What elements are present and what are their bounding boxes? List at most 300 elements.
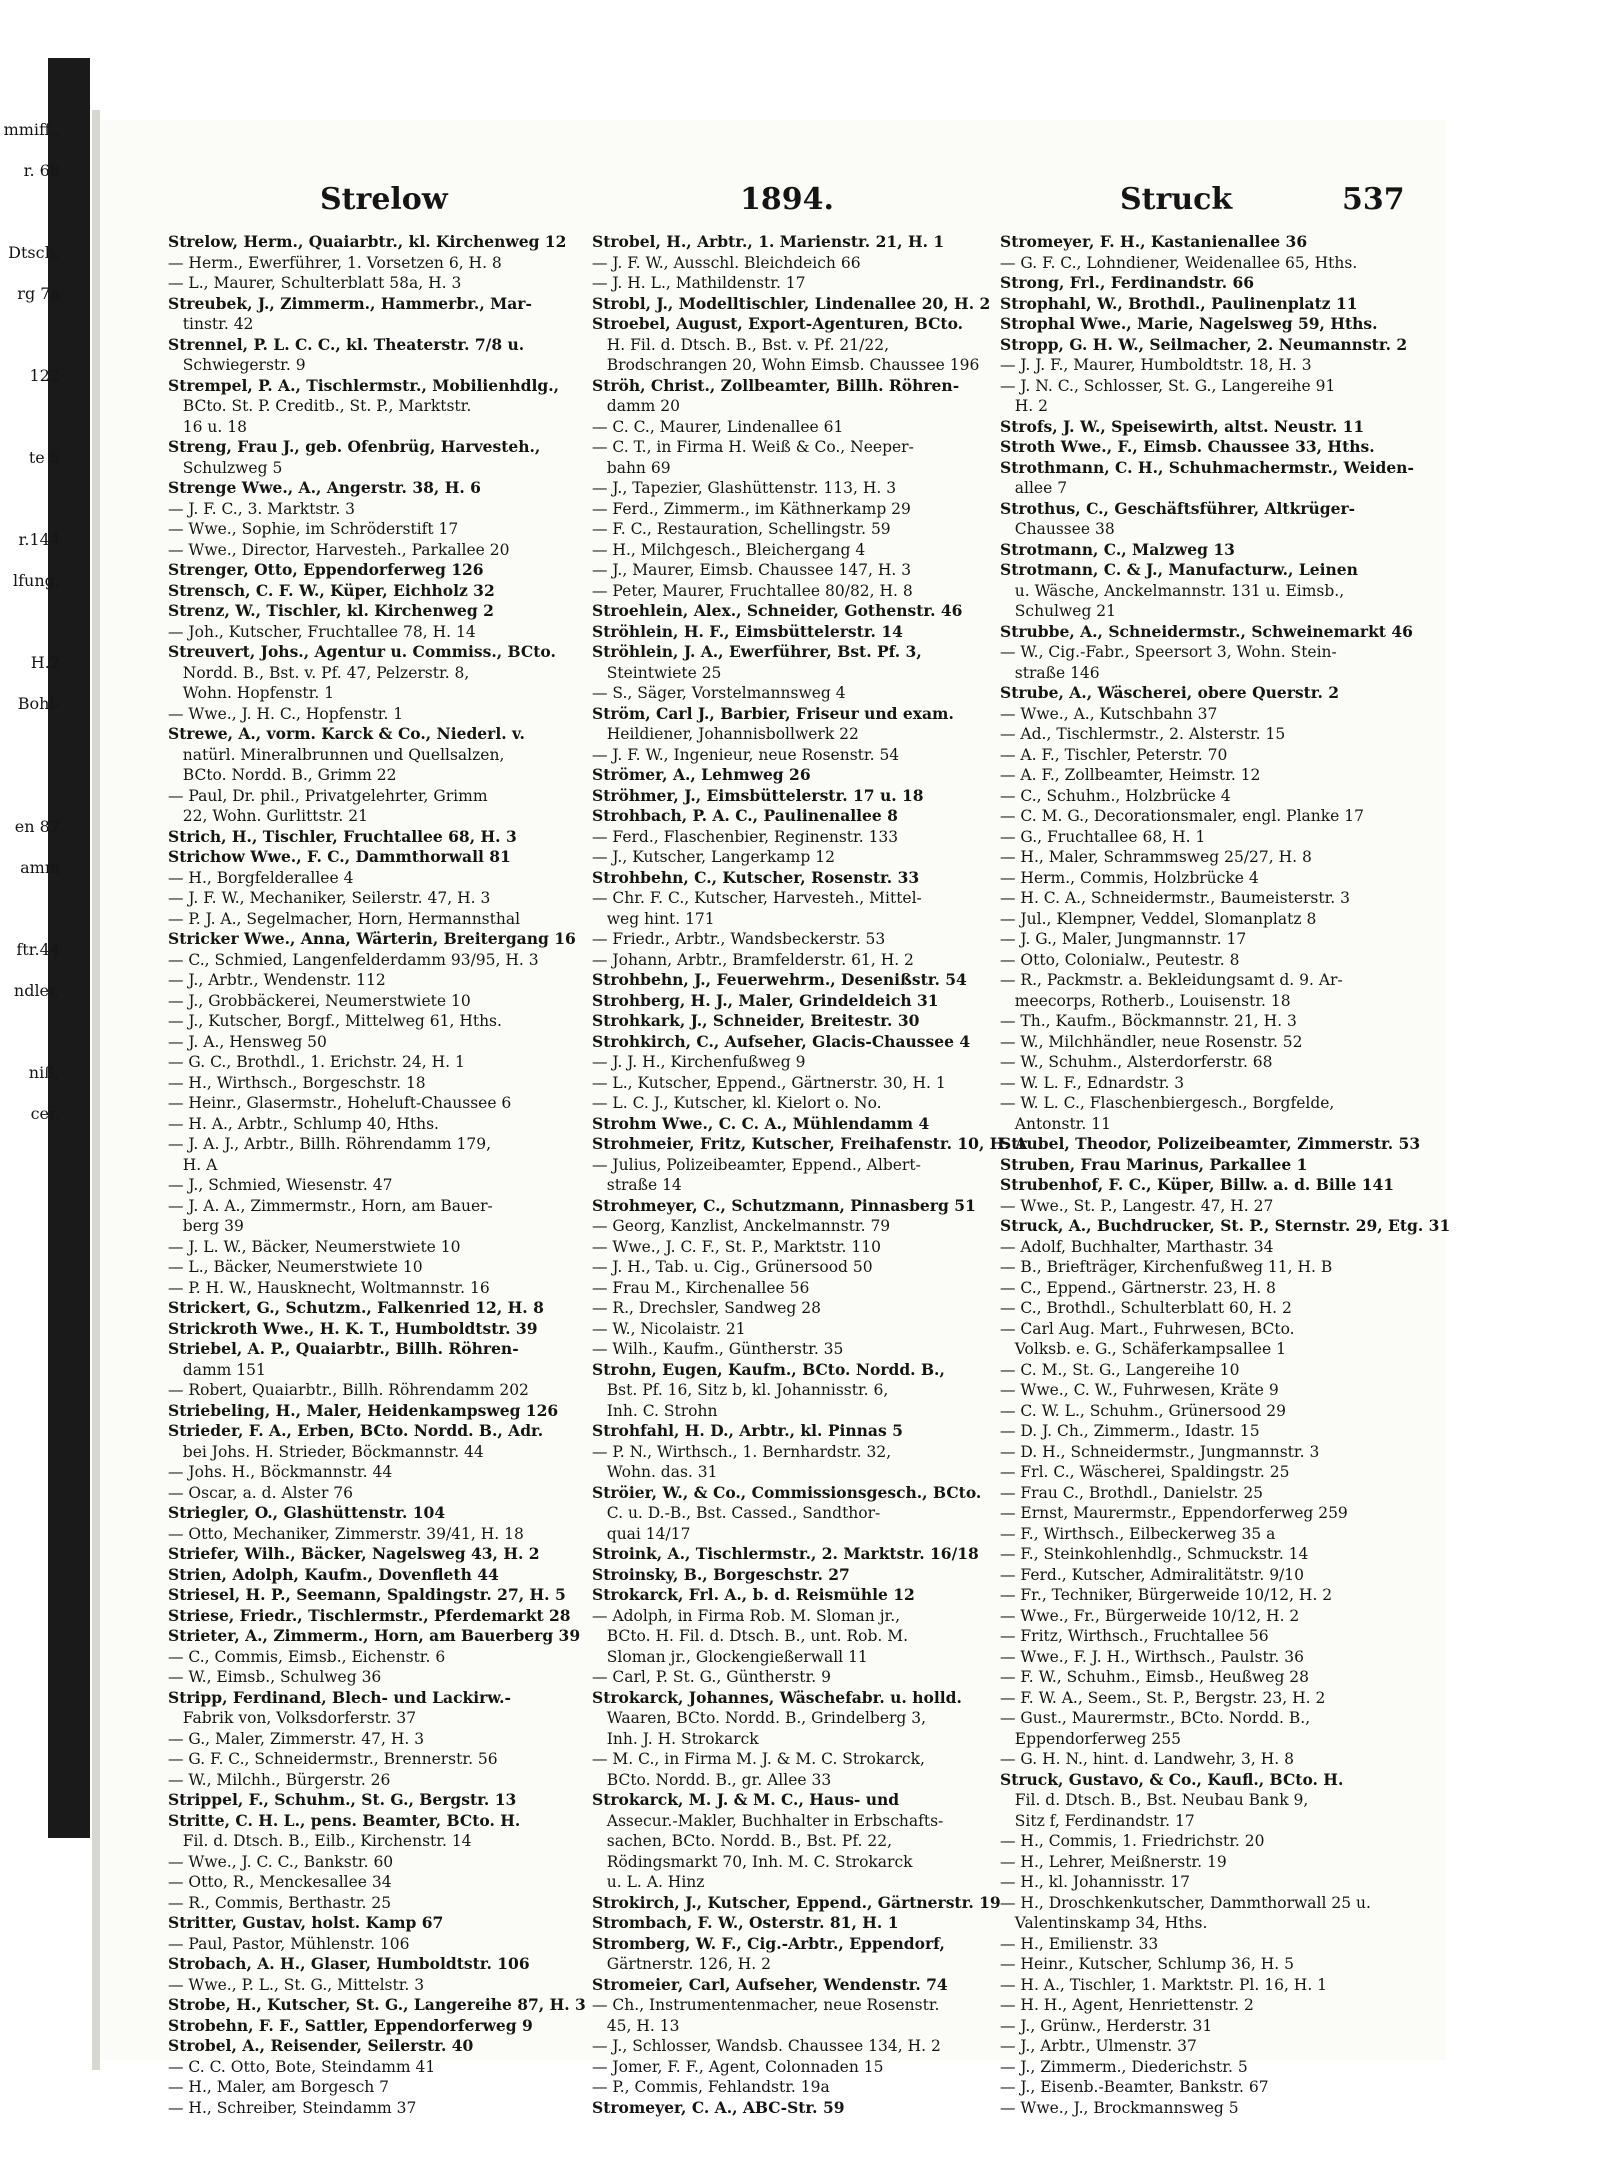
- directory-entry-line: — Th., Kaufm., Böckmannstr. 21, H. 3: [1000, 1012, 1297, 1030]
- directory-entry-line: — W., Milchhändler, neue Rosenstr. 52: [1000, 1032, 1303, 1051]
- directory-entry-line: Strohbehn, C., Kutscher, Rosenstr. 33: [592, 867, 920, 887]
- directory-entry-line: — H., Borgfelderallee 4: [168, 868, 354, 887]
- directory-entry-line: Waaren, BCto. Nordd. B., Grindelberg 3,: [592, 1709, 927, 1727]
- margin-fragment: ndler,: [13, 981, 60, 1000]
- directory-entry-line: — Gust., Maurermstr., BCto. Nordd. B.,: [1000, 1709, 1311, 1727]
- directory-entry-line: — H., Maler, am Borgesch 7: [168, 2078, 390, 2096]
- directory-entry-line: — C., Eppend., Gärtnerstr. 23, H. 8: [1000, 1278, 1276, 1297]
- directory-entry-line: Strohbach, P. A. C., Paulinenallee 8: [592, 806, 898, 825]
- directory-entry-line: — Ferd., Flaschenbier, Reginenstr. 133: [592, 827, 899, 846]
- directory-entry-line: Stromeier, Carl, Aufseher, Wendenstr. 74: [592, 1974, 948, 1994]
- directory-entry-line: BCto. Nordd. B., gr. Allee 33: [592, 1770, 832, 1789]
- directory-entry-line: — D. H., Schneidermstr., Jungmannstr. 3: [1000, 1442, 1320, 1461]
- directory-entry-line: Inh. C. Strohn: [592, 1401, 718, 1420]
- directory-entry-line: — C. W. L., Schuhm., Grünersood 29: [1000, 1401, 1286, 1420]
- directory-entry-line: — H., Wirthsch., Borgeschstr. 18: [168, 1073, 426, 1092]
- directory-entry-line: — H., Milchgesch., Bleichergang 4: [592, 540, 866, 559]
- directory-entry-line: — H., Maler, Schrammsweg 25/27, H. 8: [1000, 848, 1312, 866]
- directory-entry-line: Strohbehn, J., Feuerwehrm., Desenißstr. 54: [592, 970, 967, 989]
- margin-fragment: Dtsch.: [8, 243, 60, 262]
- directory-entry-line: — Chr. F. C., Kutscher, Harvesteh., Mittel-: [592, 889, 922, 907]
- directory-entry-line: — C., Schmied, Langenfelderdamm 93/95, H. 3: [168, 950, 539, 969]
- directory-entry-line: — W. L. F., Ednardstr. 3: [1000, 1073, 1185, 1092]
- directory-entry-line: Ströier, W., & Co., Commissionsgesch., BCto.: [592, 1482, 982, 1502]
- directory-entry-line: Stromberg, W. F., Cig.-Arbtr., Eppendorf,: [592, 1933, 945, 1953]
- directory-entry-line: — G. C., Brothdl., 1. Erichstr. 24, H. 1: [168, 1053, 465, 1071]
- directory-entry-line: — Wilh., Kaufm., Güntherstr. 35: [592, 1340, 844, 1358]
- directory-entry-line: — J. L. W., Bäcker, Neumerstwiete 10: [168, 1237, 461, 1256]
- directory-entry-line: — Adolf, Buchhalter, Marthastr. 34: [1000, 1237, 1274, 1256]
- directory-entry-line: — F., Wirthsch., Eilbeckerweg 35 a: [1000, 1524, 1276, 1543]
- directory-entry-line: — J. N. C., Schlosser, St. G., Langereihe 91: [1000, 376, 1336, 395]
- margin-fragment: 122: [29, 366, 60, 385]
- directory-entry-line: Strokirch, J., Kutscher, Eppend., Gärtnerstr. 19: [592, 1892, 1001, 1912]
- directory-entry-line: Strube, A., Wäscherei, obere Querstr. 2: [1000, 683, 1340, 702]
- directory-entry-line: — J., Maurer, Eimsb. Chaussee 147, H. 3: [592, 561, 912, 579]
- directory-entry-line: 22, Wohn. Gurlittstr. 21: [168, 807, 369, 825]
- directory-entry-line: — J. H., Tab. u. Cig., Grünersood 50: [592, 1258, 873, 1276]
- page-header: [100, 182, 1446, 222]
- directory-entry-line: Ströhmer, J., Eimsbüttelerstr. 17 u. 18: [592, 785, 924, 805]
- directory-entry-line: bei Johs. H. Strieder, Böckmannstr. 44: [168, 1442, 484, 1461]
- directory-entry-line: — J. F. C., 3. Marktstr. 3: [168, 499, 356, 518]
- directory-entry-line: bahn 69: [592, 458, 671, 477]
- margin-fragment: r.144: [18, 530, 60, 549]
- directory-entry-line: Inh. J. H. Strokarck: [592, 1729, 759, 1748]
- directory-entry-line: Strohkirch, C., Aufseher, Glacis-Chaussee 4: [592, 1031, 971, 1051]
- directory-entry-line: — G., Fruchtallee 68, H. 1: [1000, 827, 1206, 846]
- directory-entry-line: Strohm Wwe., C. C. A., Mühlendamm 4: [592, 1113, 930, 1133]
- directory-entry-line: Strohmeier, Fritz, Kutscher, Freihafenstr. 10, H. A: [592, 1134, 1028, 1153]
- directory-entry-line: Strophal Wwe., Marie, Nagelsweg 59, Hths.: [1000, 314, 1378, 333]
- directory-entry-line: — Frl. C., Wäscherei, Spaldingstr. 25: [1000, 1463, 1290, 1481]
- directory-entry-line: Strubenhof, F. C., Küper, Billw. a. d. Bille 141: [1000, 1175, 1395, 1194]
- directory-entry-line: Ström, Carl J., Barbier, Friseur und exam.: [592, 703, 954, 723]
- directory-entry-line: Strokarck, M. J. & M. C., Haus- und: [592, 1790, 900, 1809]
- directory-entry-line: Strothmann, C. H., Schuhmachermstr., Weiden-: [1000, 457, 1414, 477]
- header-right-word: Struck: [1120, 182, 1233, 217]
- directory-entry-line: Strophahl, W., Brothdl., Paulinenplatz 11: [1000, 293, 1358, 313]
- directory-entry-line: Sloman jr., Glockengießerwall 11: [592, 1647, 868, 1666]
- directory-entry-line: Strenge Wwe., A., Angerstr. 38, H. 6: [168, 478, 481, 497]
- directory-entry-line: Stripp, Ferdinand, Blech- und Lackirw.-: [168, 1687, 511, 1707]
- directory-entry-line: — W., Schuhm., Alsterdorferstr. 68: [1000, 1053, 1273, 1071]
- margin-fragment: Bohl-: [17, 694, 60, 713]
- directory-entry-line: — Wwe., Fr., Bürgerweide 10/12, H. 2: [1000, 1606, 1300, 1625]
- directory-entry-line: Stroink, A., Tischlermstr., 2. Marktstr. 16/18: [592, 1544, 979, 1563]
- column-1: [168, 232, 586, 2118]
- directory-entry-line: Strenz, W., Tischler, kl. Kirchenweg 2: [168, 601, 494, 620]
- directory-entry-line: — L., Bäcker, Neumerstwiete 10: [168, 1258, 423, 1276]
- directory-entry-line: — P., Commis, Fehlandstr. 19a: [592, 2078, 830, 2096]
- directory-entry-line: — J. G., Maler, Jungmannstr. 17: [1000, 930, 1247, 948]
- directory-entry-line: Schwiegerstr. 9: [168, 356, 306, 374]
- directory-entry-line: Strenger, Otto, Eppendorferweg 126: [168, 560, 484, 579]
- directory-entry-line: Bst. Pf. 16, Sitz b, kl. Johannisstr. 6,: [592, 1381, 889, 1399]
- directory-entry-line: Wohn. das. 31: [592, 1463, 718, 1481]
- directory-entry-line: meecorps, Rotherb., Louisenstr. 18: [1000, 991, 1291, 1010]
- margin-fragment: niß,: [28, 1063, 60, 1082]
- directory-entry-line: — W. L. C., Flaschenbiergesch., Borgfelde,: [1000, 1094, 1335, 1112]
- directory-entry-line: Stroinsky, B., Borgeschstr. 27: [592, 1564, 850, 1584]
- directory-entry-line: quai 14/17: [592, 1524, 691, 1543]
- directory-entry-line: — H. C. A., Schneidermstr., Baumeisterstr. 3: [1000, 889, 1351, 907]
- directory-entry-line: sachen, BCto. Nordd. B., Bst. Pf. 22,: [592, 1832, 893, 1850]
- directory-entry-line: — Wwe., Sophie, im Schröderstift 17: [168, 520, 459, 538]
- directory-entry-line: Stricker Wwe., Anna, Wärterin, Breitergang 16: [168, 929, 576, 948]
- directory-entry-line: tinstr. 42: [168, 315, 254, 333]
- directory-entry-line: Valentinskamp 34, Hths.: [1000, 1914, 1208, 1932]
- directory-entry-line: — W., Cig.-Fabr., Speersort 3, Wohn. Stein-: [1000, 643, 1337, 661]
- directory-entry-line: Strohkark, J., Schneider, Breitestr. 30: [592, 1011, 920, 1030]
- directory-entry-line: — C. T., in Firma H. Weiß & Co., Neeper-: [592, 438, 914, 456]
- directory-entry-line: — W., Eimsb., Schulweg 36: [168, 1668, 382, 1686]
- directory-entry-line: — D. J. Ch., Zimmerm., Idastr. 15: [1000, 1422, 1260, 1440]
- directory-entry-line: — J., Grobbäckerei, Neumerstwiete 10: [168, 991, 471, 1010]
- directory-entry-line: — F. W., Schuhm., Eimsb., Heußweg 28: [1000, 1668, 1310, 1686]
- directory-entry-line: — Wwe., J. C. C., Bankstr. 60: [168, 1852, 394, 1871]
- directory-entry-line: BCto. H. Fil. d. Dtsch. B., unt. Rob. M.: [592, 1627, 909, 1645]
- directory-entry-line: natürl. Mineralbrunnen und Quellsalzen,: [168, 745, 505, 764]
- directory-entry-line: — L., Kutscher, Eppend., Gärtnerstr. 30, H. 1: [592, 1073, 946, 1092]
- directory-entry-line: — R., Packmstr. a. Bekleidungsamt d. 9. Ar-: [1000, 971, 1343, 989]
- directory-entry-line: Fil. d. Dtsch. B., Eilb., Kirchenstr. 14: [168, 1832, 472, 1850]
- directory-entry-line: C. u. D.-B., Bst. Cassed., Sandthor-: [592, 1504, 881, 1522]
- directory-entry-line: — J. F. W., Ausschl. Bleichdeich 66: [592, 253, 861, 272]
- directory-entry-line: — H. H., Agent, Henriettenstr. 2: [1000, 1996, 1254, 2014]
- directory-entry-line: — J. A. A., Zimmermstr., Horn, am Bauer-: [168, 1196, 493, 1215]
- directory-entry-line: — J., Arbtr., Ulmenstr. 37: [1000, 2037, 1197, 2055]
- directory-entry-line: Fabrik von, Volksdorferstr. 37: [168, 1709, 417, 1727]
- directory-entry-line: — Adolph, in Firma Rob. M. Sloman jr.,: [592, 1606, 901, 1625]
- directory-entry-line: — Wwe., P. L., St. G., Mittelstr. 3: [168, 1975, 425, 1994]
- directory-entry-line: — Wwe., J. H. C., Hopfenstr. 1: [168, 704, 404, 723]
- directory-entry-line: — Heinr., Glasermstr., Hoheluft-Chaussee 6: [168, 1094, 512, 1112]
- directory-entry-line: — F. W. A., Seem., St. P., Bergstr. 23, H. 2: [1000, 1688, 1326, 1707]
- margin-fragment: r. 68: [23, 161, 60, 180]
- directory-entry-line: — Otto, R., Menckesallee 34: [168, 1873, 392, 1891]
- directory-entry-line: — Ferd., Zimmerm., im Käthnerkamp 29: [592, 499, 911, 518]
- directory-entry-line: — Fr., Techniker, Bürgerweide 10/12, H. 2: [1000, 1586, 1333, 1604]
- column-3: [1000, 232, 1451, 2118]
- directory-entry-line: — P. N., Wirthsch., 1. Bernhardstr. 32,: [592, 1442, 892, 1461]
- directory-entry-line: — H., Lehrer, Meißnerstr. 19: [1000, 1852, 1227, 1871]
- directory-entry-line: Strennel, P. L. C. C., kl. Theaterstr. 7/8 u.: [168, 334, 525, 354]
- directory-entry-line: 45, H. 13: [592, 2016, 680, 2035]
- directory-entry-line: — W., Milchh., Bürgerstr. 26: [168, 1770, 391, 1789]
- directory-entry-line: Fil. d. Dtsch. B., Bst. Neubau Bank 9,: [1000, 1791, 1309, 1809]
- directory-entry-line: — Wwe., Director, Harvesteh., Parkallee 20: [168, 540, 510, 559]
- directory-entry-line: Strippel, F., Schuhm., St. G., Bergstr. 13: [168, 1790, 517, 1809]
- directory-entry-line: Strickert, G., Schutzm., Falkenried 12, H. 8: [168, 1298, 544, 1317]
- directory-entry-line: damm 20: [592, 397, 680, 415]
- directory-entry-line: Struben, Frau Marinus, Parkallee 1: [1000, 1154, 1308, 1174]
- directory-entry-line: Rödingsmarkt 70, Inh. M. C. Strokarck: [592, 1852, 913, 1871]
- margin-fragment: te 5: [28, 448, 60, 467]
- directory-entry-line: Strich, H., Tischler, Fruchtallee 68, H. 3: [168, 826, 517, 846]
- directory-entry-line: — Georg, Kanzlist, Anckelmannstr. 79: [592, 1217, 891, 1235]
- header-left-word: Strelow: [320, 182, 448, 217]
- directory-entry-line: — Johann, Arbtr., Bramfelderstr. 61, H. 2: [592, 950, 914, 969]
- directory-entry-line: Strotmann, C., Malzweg 13: [1000, 539, 1235, 559]
- directory-entry-line: — P. H. W., Hausknecht, Woltmannstr. 16: [168, 1278, 490, 1297]
- directory-entry-line: Strotmann, C. & J., Manufacturw., Leinen: [1000, 560, 1358, 579]
- directory-entry-line: 16 u. 18: [168, 417, 247, 436]
- directory-entry-line: Steintwiete 25: [592, 663, 722, 682]
- directory-entry-line: — Frau M., Kirchenallee 56: [592, 1278, 810, 1297]
- directory-entry-line: — B., Briefträger, Kirchenfußweg 11, H. B: [1000, 1258, 1333, 1276]
- directory-entry-line: Heildiener, Johannisbollwerk 22: [592, 725, 859, 743]
- directory-entry-line: — Carl Aug. Mart., Fuhrwesen, BCto.: [1000, 1319, 1295, 1338]
- directory-entry-line: Strobehn, F. F., Sattler, Eppendorferweg 9: [168, 2015, 533, 2035]
- directory-entry-line: Strobach, A. H., Glaser, Humboldtstr. 106: [168, 1954, 530, 1973]
- directory-entry-line: Striefer, Wilh., Bäcker, Nagelsweg 43, H. 2: [168, 1544, 540, 1563]
- directory-entry-line: — G., Maler, Zimmerstr. 47, H. 3: [168, 1729, 425, 1748]
- directory-entry-line: — Wwe., J., Brockmannsweg 5: [1000, 2098, 1239, 2117]
- page-edge: [92, 110, 100, 2070]
- directory-entry-line: — Ad., Tischlermstr., 2. Alsterstr. 15: [1000, 725, 1286, 743]
- directory-entry-line: — Frau C., Brothdl., Danielstr. 25: [1000, 1483, 1264, 1502]
- directory-entry-line: Stropp, G. H. W., Seilmacher, 2. Neumannstr. 2: [1000, 334, 1408, 354]
- directory-entry-line: — J., Schlosser, Wandsb. Chaussee 134, H. 2: [592, 2037, 941, 2055]
- directory-entry-line: Sitz f, Ferdinandstr. 17: [1000, 1811, 1195, 1830]
- directory-entry-line: — Otto, Mechaniker, Zimmerstr. 39/41, H. 18: [168, 1524, 524, 1543]
- directory-entry-line: u. Wäsche, Anckelmannstr. 131 u. Eimsb.,: [1000, 581, 1345, 600]
- directory-entry-line: — J., Arbtr., Wendenstr. 112: [168, 971, 386, 989]
- directory-entry-line: — C., Schuhm., Holzbrücke 4: [1000, 786, 1231, 805]
- directory-entry-line: — H., Schreiber, Steindamm 37: [168, 2098, 417, 2117]
- directory-entry-line: Strubbe, A., Schneidermstr., Schweinemarkt 46: [1000, 621, 1413, 641]
- directory-entry-line: Strickroth Wwe., H. K. T., Humboldtstr. 39: [168, 1318, 538, 1338]
- header-year: 1894.: [740, 182, 834, 217]
- directory-entry-line: — W., Nicolaistr. 21: [592, 1319, 746, 1338]
- directory-entry-line: — L. C. J., Kutscher, kl. Kielort o. No.: [592, 1094, 882, 1112]
- directory-entry-line: straße 14: [592, 1176, 682, 1194]
- directory-page: [100, 120, 1451, 2117]
- directory-entry-line: weg hint. 171: [592, 909, 715, 928]
- directory-entry-line: — Wwe., A., Kutschbahn 37: [1000, 704, 1218, 723]
- directory-entry-line: — R., Commis, Berthastr. 25: [168, 1893, 392, 1912]
- directory-entry-line: Antonstr. 11: [1000, 1114, 1111, 1133]
- directory-entry-line: — Carl, P. St. G., Güntherstr. 9: [592, 1668, 831, 1686]
- directory-entry-line: — C. M. G., Decorationsmaler, engl. Planke 17: [1000, 807, 1364, 825]
- directory-entry-line: — J. J. F., Maurer, Humboldtstr. 18, H. 3: [1000, 356, 1312, 374]
- directory-entry-line: — Ferd., Kutscher, Admiralitätstr. 9/10: [1000, 1565, 1305, 1584]
- directory-entry-line: H. A: [168, 1155, 218, 1174]
- directory-entry-line: — Oscar, a. d. Alster 76: [168, 1483, 354, 1502]
- directory-entry-line: — A. F., Tischler, Peterstr. 70: [1000, 745, 1228, 764]
- directory-entry-line: Ströhlein, H. F., Eimsbüttelerstr. 14: [592, 621, 903, 641]
- directory-entry-line: — J., Eisenb.-Beamter, Bankstr. 67: [1000, 2078, 1269, 2096]
- directory-entry-line: Strohmeyer, C., Schutzmann, Pinnasberg 51: [592, 1195, 976, 1215]
- directory-entry-line: — Jul., Klempner, Veddel, Slomanplatz 8: [1000, 909, 1317, 928]
- directory-entry-line: Strokarck, Johannes, Wäschefabr. u. holld.: [592, 1687, 962, 1707]
- directory-entry-line: Eppendorferweg 255: [1000, 1729, 1181, 1748]
- directory-entry-line: — G. F. C., Lohndiener, Weidenallee 65, Hths.: [1000, 253, 1358, 272]
- directory-entry-line: — J. H. L., Mathildenstr. 17: [592, 274, 806, 292]
- directory-entry-line: — Ch., Instrumentenmacher, neue Rosenstr.: [592, 1996, 940, 2014]
- directory-entry-line: — G. H. N., hint. d. Landwehr, 3, H. 8: [1000, 1750, 1294, 1768]
- directory-entry-line: — Julius, Polizeibeamter, Eppend., Albert-: [592, 1155, 921, 1174]
- directory-entry-line: Strohn, Eugen, Kaufm., BCto. Nordd. B.,: [592, 1359, 945, 1379]
- margin-fragment: mmiff.,: [3, 120, 60, 139]
- directory-entry-line: Strofs, J. W., Speisewirth, altst. Neustr. 11: [1000, 416, 1365, 436]
- directory-entry-line: — Friedr., Arbtr., Wandsbeckerstr. 53: [592, 930, 886, 948]
- directory-entry-line: Struck, A., Buchdrucker, St. P., Sternstr. 29, Etg. 31: [1000, 1216, 1451, 1235]
- directory-entry-line: — J. J. H., Kirchenfußweg 9: [592, 1053, 806, 1071]
- directory-entry-line: — C. C. Otto, Bote, Steindamm 41: [168, 2057, 436, 2076]
- directory-entry-line: Stroebel, August, Export-Agenturen, BCto.: [592, 314, 964, 333]
- directory-entry-line: H. 2: [1000, 397, 1049, 415]
- directory-entry-line: — J. F. W., Mechaniker, Seilerstr. 47, H. 3: [168, 889, 491, 907]
- directory-entry-line: Ströhlein, J. A., Ewerführer, Bst. Pf. 3,: [592, 642, 922, 661]
- margin-fragment: ftr.44: [16, 940, 60, 959]
- directory-entry-line: — R., Drechsler, Sandweg 28: [592, 1299, 821, 1317]
- directory-entry-line: — Robert, Quaiarbtr., Billh. Röhrendamm 202: [168, 1381, 529, 1399]
- directory-entry-line: — J. A. J., Arbtr., Billh. Röhrendamm 179,: [168, 1135, 492, 1153]
- margin-fragment: H.2: [30, 653, 60, 672]
- page-number: 537: [1342, 182, 1405, 217]
- directory-entry-line: — Jomer, F. F., Agent, Colonnaden 15: [592, 2057, 884, 2076]
- directory-entry-line: — G. F. C., Schneidermstr., Brennerstr. 56: [168, 1750, 498, 1768]
- margin-fragment: cer,: [30, 1104, 60, 1123]
- directory-entry-line: Strong, Frl., Ferdinandstr. 66: [1000, 273, 1255, 292]
- directory-entry-line: — Heinr., Kutscher, Schlump 36, H. 5: [1000, 1955, 1294, 1973]
- directory-entry-line: H. Fil. d. Dtsch. B., Bst. v. Pf. 21/22,: [592, 335, 890, 354]
- directory-entry-line: Struck, Gustavo, & Co., Kaufl., BCto. H.: [1000, 1769, 1344, 1789]
- directory-entry-line: Striebel, A. P., Quaiarbtr., Billh. Röhren-: [168, 1339, 519, 1358]
- directory-entry-line: Wohn. Hopfenstr. 1: [168, 684, 335, 702]
- directory-entry-line: Striesel, H. P., Seemann, Spaldingstr. 27, H. 5: [168, 1585, 566, 1604]
- directory-entry-line: — A. F., Zollbeamter, Heimstr. 12: [1000, 766, 1261, 784]
- directory-entry-line: — C., Brothdl., Schulterblatt 60, H. 2: [1000, 1299, 1292, 1317]
- directory-entry-line: Streubek, J., Zimmerm., Hammerbr., Mar-: [168, 293, 532, 313]
- directory-entry-line: Schulweg 21: [1000, 602, 1117, 620]
- directory-entry-line: — H. A., Arbtr., Schlump 40, Hths.: [168, 1114, 439, 1133]
- directory-entry-line: — J., Tapezier, Glashüttenstr. 113, H. 3: [592, 479, 897, 497]
- directory-entry-line: Striegler, O., Glashüttenstr. 104: [168, 1503, 446, 1522]
- directory-entry-line: — Joh., Kutscher, Fruchtallee 78, H. 14: [168, 622, 476, 641]
- directory-entry-line: Stroehlein, Alex., Schneider, Gothenstr. 46: [592, 601, 963, 620]
- directory-entry-line: Strokarck, Frl. A., b. d. Reismühle 12: [592, 1585, 915, 1604]
- directory-entry-line: Strobe, H., Kutscher, St. G., Langereihe 87, H. 3: [168, 1995, 586, 2014]
- directory-entry-line: — Paul, Pastor, Mühlenstr. 106: [168, 1934, 410, 1953]
- directory-entry-line: allee 7: [1000, 479, 1068, 497]
- directory-entry-line: Strieder, F. A., Erben, BCto. Nordd. B., Adr.: [168, 1421, 544, 1440]
- directory-entry-line: — Paul, Dr. phil., Privatgelehrter, Grimm: [168, 786, 488, 805]
- directory-entry-line: Stromeyer, F. H., Kastanienallee 36: [1000, 232, 1308, 251]
- directory-entry-line: Streng, Frau J., geb. Ofenbrüg, Harvesteh.,: [168, 437, 541, 456]
- directory-entry-line: berg 39: [168, 1217, 244, 1235]
- margin-fragment: lfung,: [13, 571, 60, 590]
- directory-entry-line: straße 146: [1000, 663, 1100, 682]
- directory-entry-line: Strensch, C. F. W., Küper, Eichholz 32: [168, 580, 495, 600]
- directory-entry-line: — H., Emilienstr. 33: [1000, 1934, 1159, 1953]
- directory-entry-line: Strelow, Herm., Quaiarbtr., kl. Kirchenweg 12: [168, 232, 567, 251]
- directory-entry-line: — Johs. H., Böckmannstr. 44: [168, 1463, 393, 1481]
- directory-entry-line: Brodschrangen 20, Wohn Eimsb. Chaussee 196: [592, 356, 980, 374]
- directory-entry-line: — J., Grünw., Herderstr. 31: [1000, 2016, 1213, 2035]
- directory-entry-line: Strobel, A., Reisender, Seilerstr. 40: [168, 2036, 474, 2055]
- directory-entry-line: Strombach, F. W., Osterstr. 81, H. 1: [592, 1913, 899, 1932]
- directory-entry-line: — C. M., St. G., Langereihe 10: [1000, 1360, 1240, 1379]
- directory-entry-line: Striese, Friedr., Tischlermstr., Pferdemarkt 28: [168, 1605, 571, 1625]
- directory-entry-line: — F., Steinkohlenhdlg., Schmuckstr. 14: [1000, 1545, 1309, 1563]
- margin-fragment: rg 7a: [17, 284, 60, 303]
- directory-entry-line: — C. C., Maurer, Lindenallee 61: [592, 417, 844, 436]
- directory-entry-line: Strewe, A., vorm. Karck & Co., Niederl. v.: [168, 724, 525, 743]
- directory-entry-line: Strempel, P. A., Tischlermstr., Mobilienhdlg.,: [168, 375, 560, 395]
- directory-entry-line: — J. F. W., Ingenieur, neue Rosenstr. 54: [592, 745, 900, 764]
- directory-entry-line: Strohfahl, H. D., Arbtr., kl. Pinnas 5: [592, 1421, 903, 1440]
- directory-entry-line: — Fritz, Wirthsch., Fruchtallee 56: [1000, 1627, 1269, 1645]
- directory-entry-line: Strobel, H., Arbtr., 1. Marienstr. 21, H. 1: [592, 232, 945, 251]
- directory-entry-line: — M. C., in Firma M. J. & M. C. Strokarck,: [592, 1750, 925, 1768]
- directory-entry-line: Stromeyer, C. A., ABC-Str. 59: [592, 2097, 845, 2117]
- directory-entry-line: — Wwe., St. P., Langestr. 47, H. 27: [1000, 1196, 1274, 1215]
- directory-entry-line: — L., Maurer, Schulterblatt 58a, H. 3: [168, 274, 462, 292]
- directory-entry-line: Ströh, Christ., Zollbeamter, Billh. Röhren-: [592, 375, 960, 395]
- directory-entry-line: Schulzweg 5: [168, 458, 283, 477]
- directory-entry-line: Strobl, J., Modelltischler, Lindenallee 20, H. 2: [592, 293, 991, 313]
- directory-entry-line: BCto. Nordd. B., Grimm 22: [168, 766, 397, 784]
- directory-entry-line: Striebeling, H., Maler, Heidenkampsweg 126: [168, 1400, 559, 1420]
- directory-entry-line: Strien, Adolph, Kaufm., Dovenfleth 44: [168, 1564, 499, 1584]
- directory-entry-line: — H., Commis, 1. Friedrichstr. 20: [1000, 1832, 1265, 1850]
- directory-entry-line: — Wwe., C. W., Fuhrwesen, Kräte 9: [1000, 1381, 1279, 1399]
- directory-entry-line: — J. A., Hensweg 50: [168, 1032, 327, 1051]
- directory-entry-line: — Wwe., J. C. F., St. P., Marktstr. 110: [592, 1237, 881, 1256]
- directory-entry-line: — J., Schmied, Wiesenstr. 47: [168, 1176, 393, 1194]
- directory-entry-line: Stroth Wwe., F., Eimsb. Chaussee 33, Hths.: [1000, 437, 1375, 456]
- directory-entry-line: — J., Kutscher, Langerkamp 12: [592, 848, 835, 866]
- directory-entry-line: Assecur.-Makler, Buchhalter in Erbschafts-: [592, 1811, 944, 1830]
- directory-entry-line: Streuvert, Johs., Agentur u. Commiss., BCto.: [168, 642, 556, 661]
- directory-entry-line: Stritter, Gustav, holst. Kamp 67: [168, 1913, 444, 1932]
- margin-fragment: en 87: [14, 817, 60, 836]
- directory-entry-line: — H., kl. Johannisstr. 17: [1000, 1873, 1191, 1891]
- directory-entry-line: Strömer, A., Lehmweg 26: [592, 765, 811, 784]
- directory-entry-line: BCto. St. P. Creditb., St. P., Marktstr.: [168, 397, 472, 415]
- directory-entry-line: — Otto, Colonialw., Peutestr. 8: [1000, 950, 1240, 969]
- directory-entry-line: — Herm., Ewerführer, 1. Vorsetzen 6, H. 8: [168, 253, 502, 272]
- directory-entry-line: — Ernst, Maurermstr., Eppendorferweg 259: [1000, 1504, 1348, 1522]
- directory-entry-line: Nordd. B., Bst. v. Pf. 47, Pelzerstr. 8,: [168, 663, 470, 682]
- directory-entry-line: Volksb. e. G., Schäferkampsallee 1: [1000, 1340, 1286, 1358]
- directory-entry-line: Gärtnerstr. 126, H. 2: [592, 1955, 772, 1973]
- directory-entry-line: — Wwe., F. J. H., Wirthsch., Paulstr. 36: [1000, 1647, 1304, 1666]
- directory-entry-line: Strubel, Theodor, Polizeibeamter, Zimmerstr. 53: [1000, 1134, 1421, 1153]
- margin-fragment: amm: [20, 858, 60, 877]
- directory-entry-line: Strohberg, H. J., Maler, Grindeldeich 31: [592, 990, 939, 1010]
- directory-entry-line: — H., Droschkenkutscher, Dammthorwall 25 u.: [1000, 1893, 1371, 1912]
- directory-entry-line: — J., Zimmerm., Diederichstr. 5: [1000, 2057, 1248, 2076]
- directory-entry-line: u. L. A. Hinz: [592, 1873, 705, 1891]
- directory-entry-line: Strothus, C., Geschäftsführer, Altkrüger-: [1000, 498, 1356, 518]
- directory-entry-line: — J., Kutscher, Borgf., Mittelweg 61, Hths.: [168, 1012, 502, 1030]
- directory-entry-line: Strieter, A., Zimmerm., Horn, am Bauerberg 39: [168, 1626, 581, 1645]
- directory-entry-line: Chaussee 38: [1000, 520, 1115, 538]
- directory-entry-line: — P. J. A., Segelmacher, Horn, Hermannsthal: [168, 909, 521, 928]
- directory-entry-line: — C., Commis, Eimsb., Eichenstr. 6: [168, 1647, 446, 1666]
- directory-entry-line: — Peter, Maurer, Fruchtallee 80/82, H. 8: [592, 581, 913, 600]
- directory-entry-line: — S., Säger, Vorstelmannsweg 4: [592, 684, 846, 702]
- directory-entry-line: Stritte, C. H. L., pens. Beamter, BCto. H.: [168, 1810, 521, 1830]
- directory-entry-line: damm 151: [168, 1360, 266, 1379]
- directory-entry-line: — F. C., Restauration, Schellingstr. 59: [592, 520, 891, 538]
- directory-entry-line: — H. A., Tischler, 1. Marktstr. Pl. 16, H. 1: [1000, 1975, 1328, 1994]
- directory-entry-line: Strichow Wwe., F. C., Dammthorwall 81: [168, 847, 511, 866]
